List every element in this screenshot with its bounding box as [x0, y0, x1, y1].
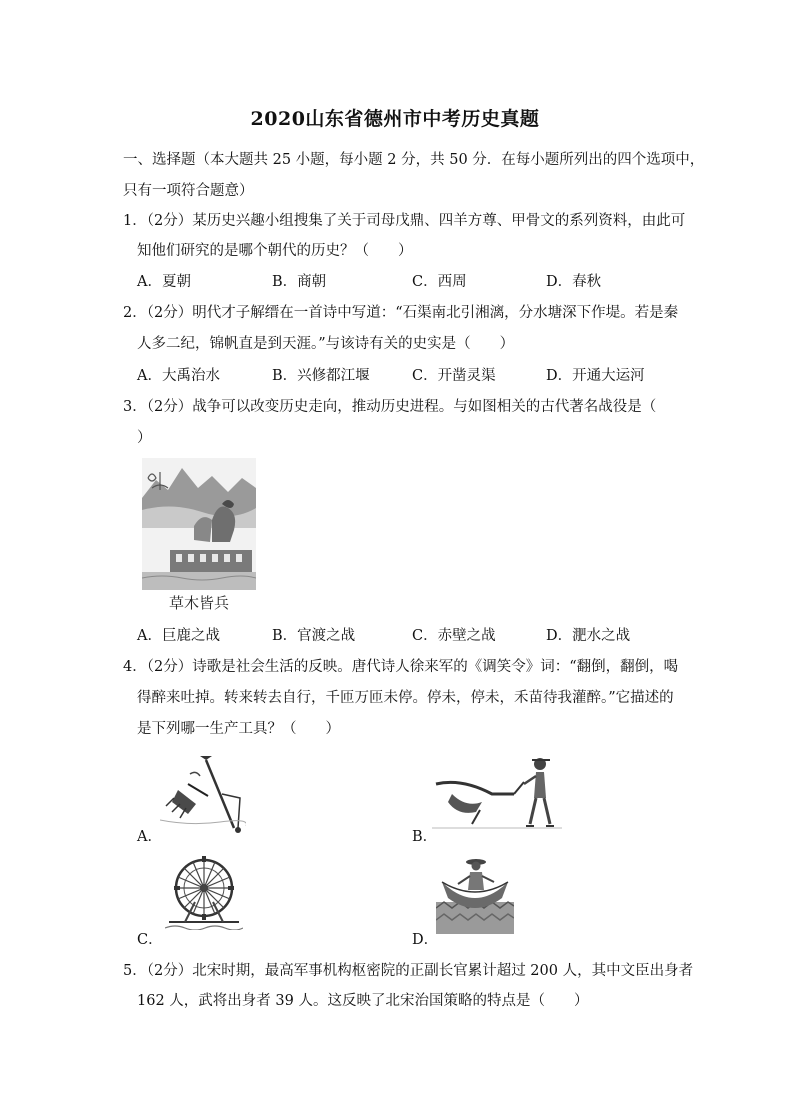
q2-option-a[interactable]: A．大禹治水	[137, 368, 220, 384]
section-heading-line-1: 一、选择题（本大题共 25 小题，每小题 2 分，共 50 分．在每小题所列出的四个选项中，	[123, 152, 705, 168]
q4-stem-line-1: 4．（2分）诗歌是社会生活的反映。唐代诗人徐来军的《调笑令》词：“翻倒，翻倒，喝	[123, 659, 679, 675]
q3-option-d[interactable]: D．淝水之战	[546, 628, 631, 644]
q1-option-b[interactable]: B．商朝	[272, 274, 327, 290]
q3-option-c[interactable]: C．赤壁之战	[412, 628, 496, 644]
q4-option-b[interactable]: B．	[412, 829, 438, 845]
q4-option-d[interactable]: D．	[412, 932, 439, 948]
fei-river-battle-illustration-icon	[142, 458, 256, 590]
q1-option-a[interactable]: A．夏朝	[137, 274, 191, 290]
q1-option-c[interactable]: C．西周	[412, 274, 467, 290]
q4-stem-line-2: 得醉来吐掉。转来转去自行，千匝万匝未停。停未，停未，禾苗待我灌醉。”它描述的	[137, 690, 674, 706]
tongche-waterwheel-icon	[165, 852, 243, 930]
q2-stem-line-2: 人多二纪，锦帆直是到天涯。”与该诗有关的史实是（ ）	[137, 336, 515, 352]
page-title: 2020山东省德州市中考历史真题	[250, 108, 540, 130]
q5-stem-line-1: 5．（2分）北宋时期，最高军事机构枢密院的正副长官累计超过 200 人，其中文臣出身者	[123, 963, 694, 979]
quhuan-plough-icon	[160, 754, 246, 834]
q3-stem-line-1: 3．（2分）战争可以改变历史走向，推动历史进程。与如图相关的古代著名战役是（	[123, 399, 657, 415]
q3-option-b[interactable]: B．官渡之战	[272, 628, 356, 644]
q1-stem-line-2: 知他们研究的是哪个朝代的历史？（ ）	[137, 243, 413, 259]
q3-option-a[interactable]: A．巨鹿之战	[137, 628, 220, 644]
q4-option-a[interactable]: A．	[137, 829, 162, 845]
q4-option-c[interactable]: C．	[137, 932, 163, 948]
q5-stem-line-2: 162 人，武将出身者 39 人。这反映了北宋治国策略的特点是（ ）	[137, 993, 589, 1009]
q2-option-b[interactable]: B．兴修都江堰	[272, 368, 370, 384]
q3-stem-line-2: ）	[137, 430, 152, 446]
q3-image-caption: 草木皆兵	[169, 594, 230, 612]
q2-option-c[interactable]: C．开凿灵渠	[412, 368, 496, 384]
q2-stem-line-1: 2．（2分）明代才子解缙在一首诗中写道：“石渠南北引湘漓，分水塘深下作堤。若是秦	[123, 305, 679, 321]
boat-rower-icon	[436, 852, 514, 934]
q1-stem-line-1: 1．（2分）某历史兴趣小组搜集了关于司母戊鼎、四羊方尊、甲骨文的系列资料，由此可	[123, 213, 686, 229]
q1-option-d[interactable]: D．春秋	[546, 274, 602, 290]
plough-farmer-icon	[432, 754, 562, 832]
q2-option-d[interactable]: D．开通大运河	[546, 368, 645, 384]
section-heading-line-2: 只有一项符合题意）	[123, 183, 254, 199]
q4-stem-line-3: 是下列哪一生产工具？（ ）	[137, 721, 340, 737]
